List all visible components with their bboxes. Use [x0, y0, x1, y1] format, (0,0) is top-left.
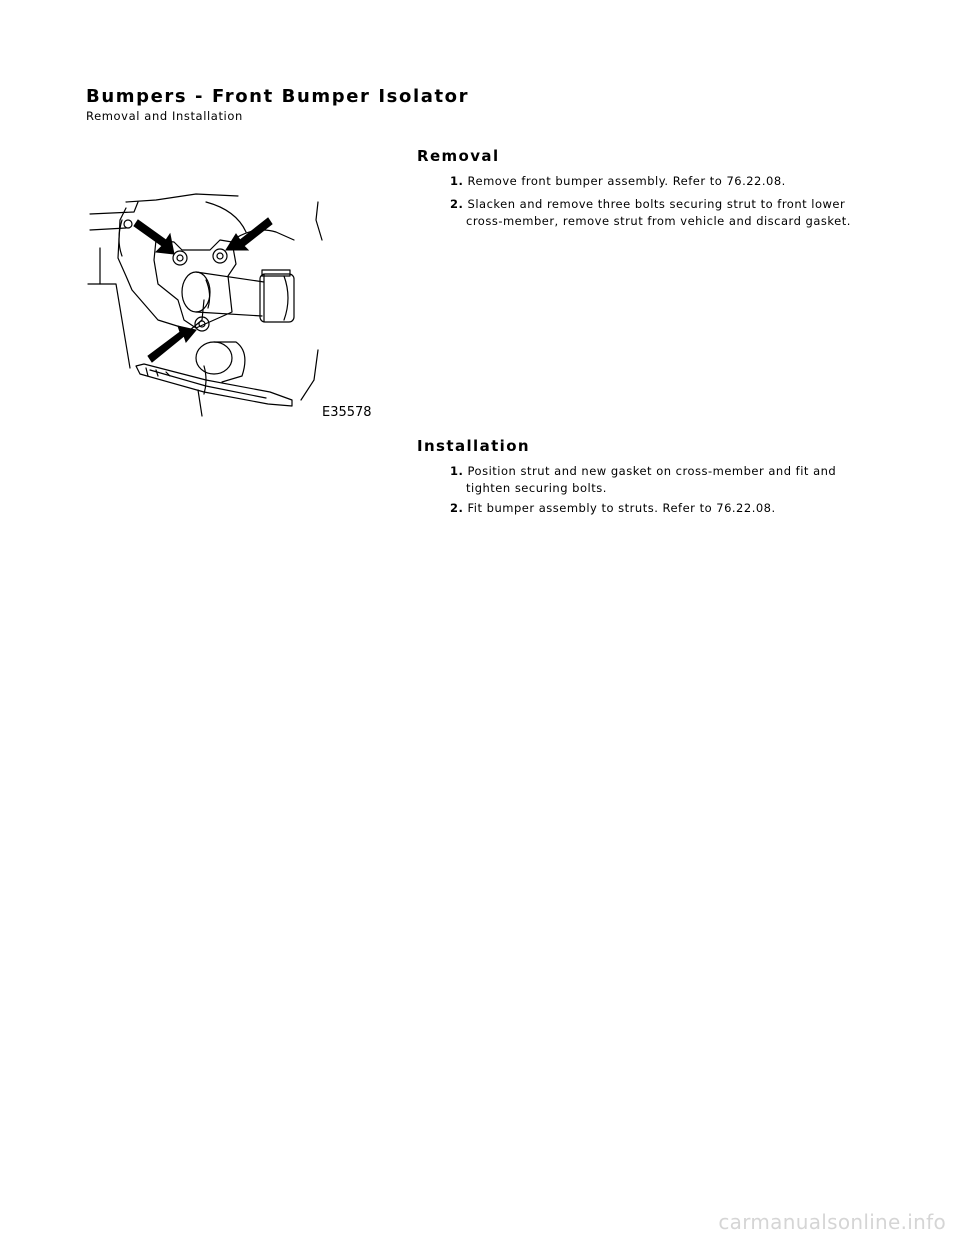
removal-heading: Removal — [417, 147, 500, 165]
removal-step-2 — [450, 196, 890, 230]
step-number: 2. — [450, 501, 464, 515]
page-subtitle: Removal and Installation — [86, 109, 243, 123]
step-number: 1. — [450, 174, 464, 188]
step-number: 1. — [450, 464, 464, 478]
step-text-continued: tighten securing bolts. — [466, 481, 607, 495]
watermark: carmanualsonline.info — [718, 1210, 946, 1234]
step-text: Remove front bumper assembly. Refer to 76.22.08. — [467, 174, 786, 188]
step-text: Position strut and new gasket on cross-member and fit and — [467, 464, 837, 478]
figure-code: E35578 — [322, 405, 372, 420]
step-number: 2. — [450, 197, 464, 211]
page-title: Bumpers - Front Bumper Isolator — [86, 86, 470, 107]
installation-step-1 — [450, 463, 890, 497]
strut-bolts-illustration — [86, 180, 376, 420]
step-text: Fit bumper assembly to struts. Refer to 76.22.08. — [467, 501, 776, 515]
installation-step-2 — [450, 500, 890, 517]
step-text-continued: cross-member, remove strut from vehicle and discard gasket. — [466, 214, 851, 228]
removal-step-1 — [450, 173, 890, 190]
installation-heading: Installation — [417, 437, 530, 455]
step-text: Slacken and remove three bolts securing strut to front lower — [467, 197, 846, 211]
